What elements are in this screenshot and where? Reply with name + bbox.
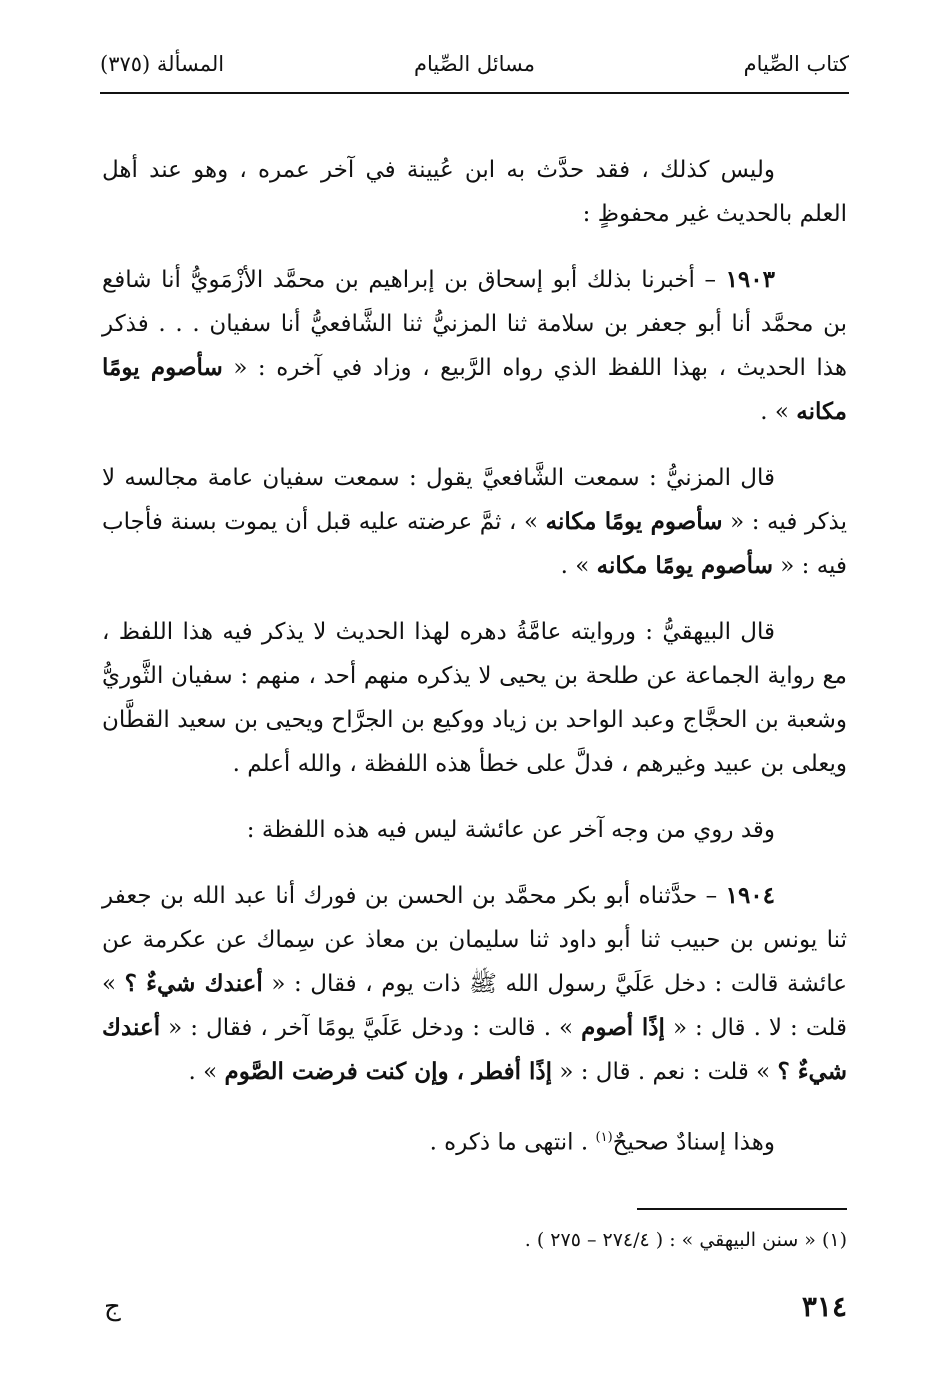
quoted-phrase: أعندك شيءٌ ؟ bbox=[124, 970, 263, 997]
issue-number: المسألة (٣٧٥) bbox=[100, 52, 225, 76]
quoted-phrase: سأصوم يومًا مكانه bbox=[596, 552, 773, 579]
paragraph-1903: ١٩٠٣ – أخبرنا بذلك أبو إسحاق بن إبراهيم بن محمَّد الأزْمَويُّ أنا شافع بن محمَّد أنا أبو جعفر بن سلامة ثنا المزنيُّ ثنا الشَّافعيُّ أنا سفيان . . . فذكر هذا الحديث ، بهذا اللفظ الذي رواه الرَّبيع ، وزاد في آخره : « سأصوم يومًا مكانه » . bbox=[102, 266, 847, 425]
signature-mark: ج bbox=[104, 1292, 121, 1322]
quoted-phrase: سأصوم يومًا مكانه bbox=[102, 354, 847, 425]
main-text bbox=[102, 148, 847, 1187]
quoted-phrase: سأصوم يومًا مكانه bbox=[545, 508, 723, 535]
section-title: مسائل الصِّيام bbox=[414, 52, 535, 76]
footnote: (١) « سنن البيهقي » : ( ٢٧٤/٤ – ٢٧٥ ) . bbox=[524, 1229, 847, 1251]
hadith-number: ١٩٠٤ bbox=[725, 882, 776, 909]
header-divider bbox=[100, 92, 849, 94]
paragraph-isnad: وهذا إسنادٌ صحيحٌ$^{(١)}$ . انتهى ما ذكره . bbox=[429, 1129, 775, 1156]
book-title: كتاب الصِّيام bbox=[743, 52, 849, 76]
running-header bbox=[100, 48, 849, 88]
footnote-divider bbox=[637, 1208, 847, 1210]
paragraph-bayhaqi: قال البيهقيُّ : وروايته عامَّةُ دهره لهذا الحديث لا يذكر فيه هذا اللفظ ، مع رواية الجماعة عن طلحة بن يحيى لا يذكره منهم أحد ، منهم : سفيان الثَّوريُّ وشعبة بن الحجَّاج وعبد الواحد بن زياد ووكيع بن الجرَّاح ويحيى بن سعيد القطَّان ويعلى بن عبيد وغيرهم ، فدلَّ على خطأ هذه اللفظة ، والله أعلم . bbox=[102, 619, 847, 777]
paragraph-1: وليس كذلك ، فقد حدَّث به ابن عُيينة في آخر عمره ، وهو عند أهل العلم بالحديث غير محفوظٍ : bbox=[102, 157, 847, 227]
quoted-phrase: أعندك شيءٌ ؟ bbox=[102, 1014, 847, 1085]
quoted-phrase: إذًا أصوم bbox=[581, 1014, 665, 1041]
footnote-ref[interactable]: (١) bbox=[595, 1130, 613, 1145]
paragraph-transition: وقد روي من وجه آخر عن عائشة ليس فيه هذه اللفظة : bbox=[246, 817, 775, 843]
paragraph-1904: ١٩٠٤ – حدَّثناه أبو بكر محمَّد بن الحسن بن فورك أنا عبد الله بن جعفر ثنا يونس بن حبيب ثنا أبو داود ثنا سليمان بن معاذ عن سِماك عن عكرمة عن عائشة قالت : دخل عَلَيَّ رسول الله ﷺ ذات يوم ، فقال : « أعندك شيءٌ ؟ » قلت : لا . قال : « إذًا أصوم » . قالت : ودخل عَلَيَّ يومًا آخر ، فقال : « أعندك شيءٌ ؟ » قلت : نعم . قال : « إذًا أفطر ، وإن كنت فرضت الصَّوم » . bbox=[102, 882, 848, 1085]
hadith-number: ١٩٠٣ bbox=[725, 266, 775, 293]
paragraph-muzani: قال المزنيُّ : سمعت الشَّافعيَّ يقول : سمعت سفيان عامة مجالسه لا يذكر فيه : « سأصوم يومًا مكانه » ، ثمَّ عرضته عليه قبل أن يموت بسنة فأجاب فيه : « سأصوم يومًا مكانه » . bbox=[102, 465, 847, 579]
quoted-phrase: إذًا أفطر ، وإن كنت فرضت الصَّوم bbox=[224, 1058, 553, 1085]
page-number: ٣١٤ bbox=[801, 1290, 847, 1323]
